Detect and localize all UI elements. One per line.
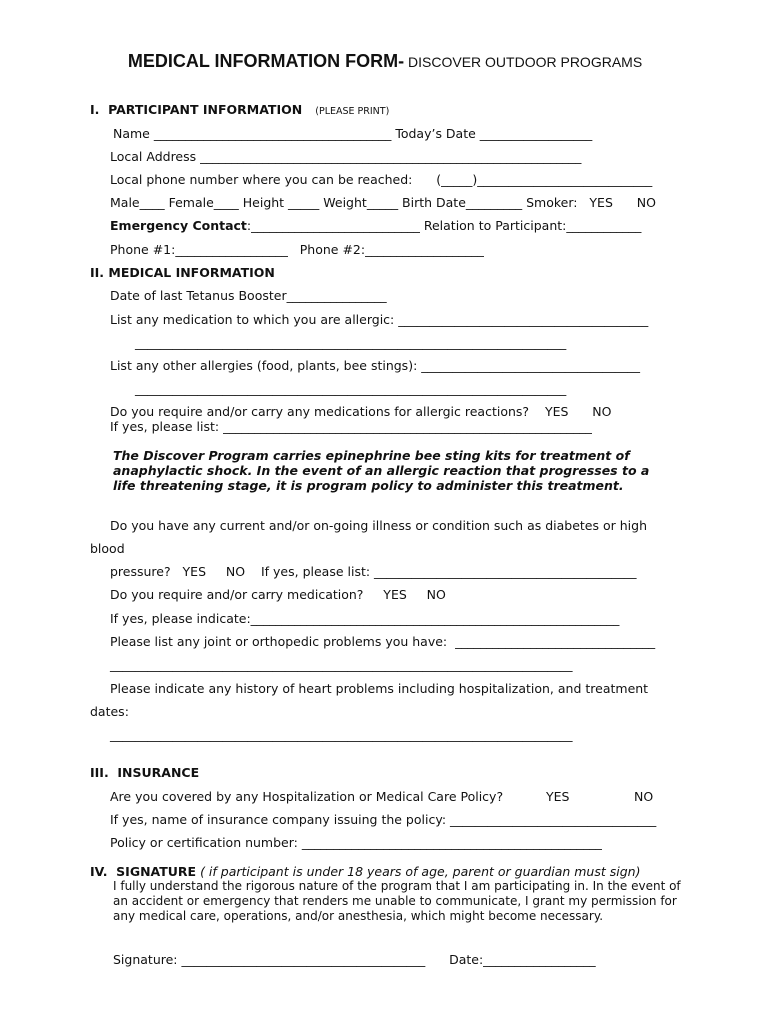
orthopedic-problems-field[interactable]: Please list any joint or orthopedic problems you have: ________________________________ [110, 634, 656, 649]
consent-statement: I fully understand the rigorous nature of the program that I am participating in. In the event of an accident or emergency that renders me unable to communicate, I grant my permission for any medical care, operations, and/or anesthesia, which might become necessary. [113, 879, 681, 923]
blood-pressure-field[interactable]: pressure? YES NO If yes, please list: __________________________________________ [110, 564, 637, 579]
emergency-contact-field[interactable] [110, 218, 641, 233]
form-title [0, 50, 770, 73]
allergic-reaction-list-field[interactable]: If yes, please list: ___________________________________________________________ [110, 419, 592, 434]
heart-history-question: Please indicate any history of heart problems including hospitalization, and treatment [110, 681, 649, 696]
medication-question[interactable]: Do you require and/or carry medication? YES NO [110, 587, 446, 602]
insurance-coverage-question: Are you covered by any Hospitalization or Medical Care Policy? [110, 789, 504, 804]
signature-heading-text: IV. SIGNATURE [90, 864, 197, 879]
name-date-field[interactable]: Name ______________________________________ Today’s Date __________________ [113, 126, 593, 141]
insurance-no-option[interactable]: NO [634, 789, 654, 804]
insurance-heading: III. INSURANCE [90, 765, 200, 780]
illness-question: Do you have any current and/or on-going illness or condition such as diabetes or high [110, 518, 647, 533]
phone-numbers-field[interactable]: Phone #1:__________________ Phone #2:___________________ [110, 242, 484, 257]
tetanus-booster-field[interactable]: Date of last Tetanus Booster________________ [110, 288, 387, 303]
epinephrine-policy-notice: The Discover Program carries epinephrine bee sting kits for treatment of anaphylactic shock. In the event of an allergic reaction that progresses to a life threatening stage, it is program policy to administer this treatment. [113, 448, 650, 493]
personal-details-field[interactable]: Male____ Female____ Height _____ Weight_____ Birth Date_________ Smoker: YES NO [110, 195, 656, 210]
local-address-field[interactable]: Local Address _____________________________________________________________ [110, 149, 582, 164]
insurance-company-field[interactable]: If yes, name of insurance company issuing the policy: _________________________________ [110, 812, 657, 827]
heart-history-question-wrap: dates: [90, 704, 129, 719]
local-phone-field[interactable]: Local phone number where you can be reached: (_____)____________________________ [110, 172, 653, 187]
form-title-program: DISCOVER OUTDOOR PROGRAMS [404, 54, 643, 70]
participant-information-heading [90, 102, 389, 119]
allergic-medication-continuation[interactable]: _____________________________________________________________________ [135, 335, 567, 350]
other-allergies-continuation[interactable]: _____________________________________________________________________ [135, 381, 567, 396]
allergic-reaction-question[interactable]: Do you require and/or carry any medications for allergic reactions? YES NO [110, 404, 612, 419]
heart-history-field[interactable]: __________________________________________________________________________ [110, 727, 573, 742]
participant-information-heading-text: I. PARTICIPANT INFORMATION [90, 102, 303, 117]
policy-number-field[interactable]: Policy or certification number: ________________________________________________ [110, 835, 602, 850]
insurance-yes-option[interactable]: YES [546, 789, 570, 804]
please-print-note: (PLEASE PRINT) [315, 106, 390, 117]
allergic-medication-field[interactable]: List any medication to which you are allergic: ________________________________________ [110, 312, 649, 327]
guardian-note: ( if participant is under 18 years of age, parent or guardian must sign) [196, 864, 641, 879]
emergency-contact-label: Emergency Contact [110, 218, 247, 233]
signature-date-field[interactable]: Signature: _______________________________________ Date:__________________ [113, 952, 596, 967]
signature-heading [90, 864, 640, 879]
other-allergies-field[interactable]: List any other allergies (food, plants, bee stings): ___________________________________ [110, 358, 641, 373]
emergency-contact-rest: :___________________________ Relation to Participant:____________ [246, 218, 642, 233]
illness-question-wrap: blood [90, 541, 125, 556]
orthopedic-problems-continuation[interactable]: __________________________________________________________________________ [110, 657, 573, 672]
medical-information-heading: II. MEDICAL INFORMATION [90, 265, 275, 280]
medication-indicate-field[interactable]: If yes, please indicate:___________________________________________________________ [110, 611, 620, 626]
form-title-bold: MEDICAL INFORMATION FORM- [127, 51, 405, 71]
